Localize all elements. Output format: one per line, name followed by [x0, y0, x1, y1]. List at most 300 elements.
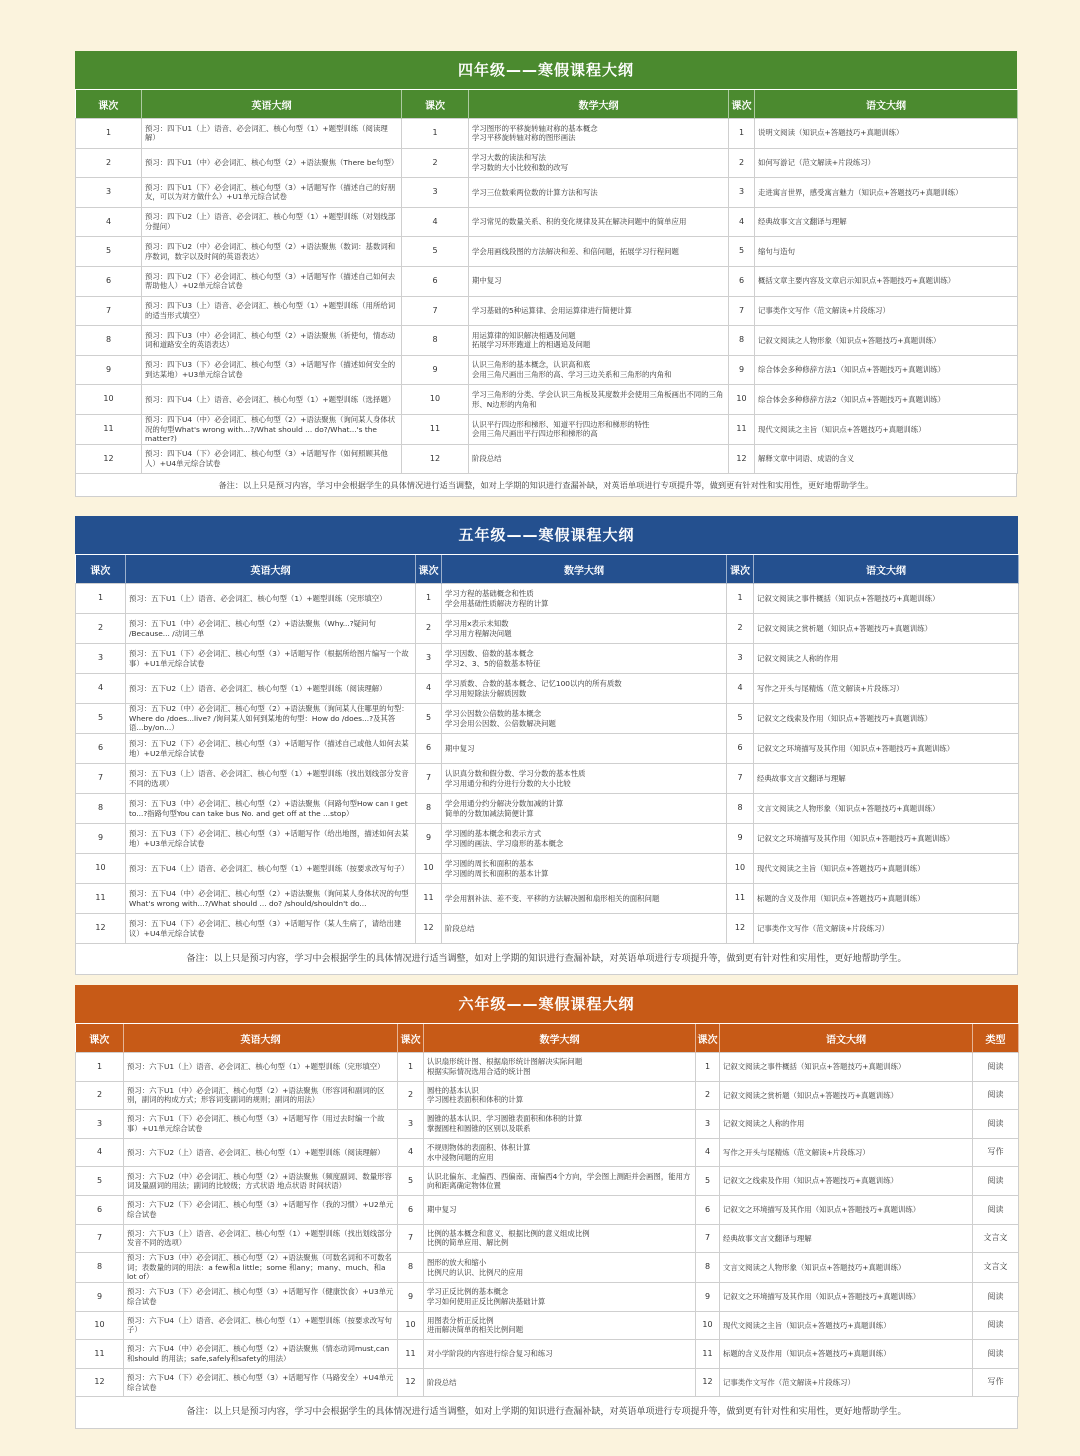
math-outline-cell: [442, 794, 727, 824]
chinese-outline-cell: [755, 296, 1018, 326]
lesson-number-cell: [727, 884, 754, 914]
math-outline: 学习圆的基本概念和表示方式 学习圆的画法、学习扇形的基本概念: [445, 828, 564, 848]
lesson-number-cell: [729, 148, 755, 178]
lesson-number: 12: [103, 453, 114, 463]
lesson-number-cell: [76, 1368, 124, 1397]
lesson-type: 阅读: [987, 1090, 1004, 1100]
lesson-number: 12: [734, 923, 746, 933]
math-outline-cell: [469, 148, 729, 178]
table-row: [76, 326, 1018, 356]
table-row: [76, 296, 1018, 326]
lesson-number-cell: [76, 326, 142, 356]
lesson-number: 6: [737, 743, 743, 753]
lesson-number-cell: [76, 704, 126, 734]
lesson-number-cell: [402, 296, 469, 326]
lesson-number: 4: [704, 1147, 711, 1157]
english-outline: 预习：四下U1（上）语音、必会词汇、核心句型（1）+题型训练（阅读理解）: [145, 123, 388, 143]
math-outline-cell: [424, 1283, 696, 1312]
math-outline: 学习三位数乘两位数的计算方法和写法: [472, 187, 598, 197]
col-header: 语文大纲: [755, 90, 1018, 119]
lesson-number-cell: [696, 1053, 720, 1082]
lesson-number: 3: [407, 1118, 414, 1128]
chinese-outline: 标题的含义及作用（知识点+答题技巧+真题训练）: [723, 1349, 891, 1359]
lesson-number-cell: [76, 914, 126, 944]
math-outline-cell: [424, 1340, 696, 1369]
english-outline-cell: [126, 614, 416, 644]
grade5-section: [75, 516, 1018, 975]
math-outline-cell: [469, 355, 729, 385]
table-row: [76, 119, 1018, 149]
grade5-header-row: [76, 555, 1019, 584]
english-outline-cell: [142, 355, 402, 385]
english-outline: 预习：六下U1（下）必会词汇、核心句型（3）+话题写作（用过去时编一个故事）+U1单元综合试卷: [127, 1114, 385, 1133]
math-outline: 认识真分数和假分数、学习分数的基本性质 学习用通分和约分进行分数的大小比较: [445, 768, 586, 788]
lesson-number-cell: [727, 734, 754, 764]
lesson-number-cell: [76, 734, 126, 764]
chinese-outline: 说明文阅读（知识点+答题技巧+真题训练）: [758, 128, 904, 138]
math-outline-cell: [424, 1195, 696, 1224]
table-row: [76, 1195, 1019, 1224]
lesson-number-cell: [76, 764, 126, 794]
english-outline-cell: [126, 764, 416, 794]
math-outline-cell: [424, 1224, 696, 1253]
english-outline: 预习：五下U4（上）语音、必会词汇、核心句型（1）+题型训练（按要求改写句子）: [129, 863, 409, 873]
lesson-number: 8: [105, 335, 112, 345]
chinese-outline-cell: [755, 444, 1018, 474]
english-outline-cell: [142, 385, 402, 415]
lesson-number: 3: [432, 187, 438, 197]
english-outline: 预习：六下U1（上）语音、必会词汇、核心句型（1）+题型训练（完形填空）: [127, 1061, 385, 1071]
math-outline: 学习因数、倍数的基本概念 学习2、3、5的倍数基本特征: [445, 648, 541, 668]
col-header: 数学大纲: [469, 90, 729, 119]
chinese-outline-cell: [720, 1110, 973, 1139]
lesson-number-cell: [727, 854, 754, 884]
chinese-outline: 记叙文之环境描写及其作用（知识点+答题技巧+真题训练）: [723, 1292, 921, 1302]
grade5-table: [75, 554, 1019, 944]
chinese-outline: 文言文阅读之人物形象（知识点+答题技巧+真题训练）: [723, 1262, 906, 1272]
math-outline-cell: [442, 824, 727, 854]
lesson-number: 12: [429, 453, 441, 463]
lesson-number: 1: [704, 1061, 711, 1071]
lesson-type-cell: [973, 1167, 1019, 1196]
lesson-number: 5: [704, 1175, 711, 1185]
math-outline: 学会用割补法、差不变、平移的方法解决圆和扇形相关的面积问题: [445, 893, 660, 903]
chinese-outline-cell: [720, 1253, 973, 1283]
lesson-number: 4: [737, 683, 743, 693]
math-outline-cell: [442, 704, 727, 734]
english-outline-cell: [142, 148, 402, 178]
lesson-number: 12: [702, 1377, 713, 1387]
math-outline-cell: [469, 178, 729, 208]
table-row: [76, 1081, 1019, 1110]
lesson-number-cell: [696, 1311, 720, 1340]
lesson-number: 8: [432, 335, 438, 345]
col-header: 课次: [76, 1024, 124, 1053]
lesson-number-cell: [416, 854, 442, 884]
lesson-number-cell: [416, 764, 442, 794]
english-outline-cell: [142, 266, 402, 296]
col-header: 课次: [696, 1024, 720, 1053]
chinese-outline-cell: [720, 1311, 973, 1340]
grade4-note: 备注：以上只是预习内容，学习中会根据学生的具体情况进行适当调整，如对上学期的知识进行查漏补缺，对英语单项进行专项提升等，做到更有针对性和实用性，更好地帮助学生。: [75, 474, 1017, 497]
lesson-number-cell: [76, 444, 142, 474]
lesson-number: 5: [737, 713, 743, 723]
chinese-outline-cell: [720, 1081, 973, 1110]
english-outline: 预习：五下U3（上）语音、必会词汇、核心句型（1）+题型训练（找出划线部分发音不同的选项）: [129, 768, 409, 788]
math-outline: 认识北偏东、北偏西、西偏南、南偏西4个方向，学会图上测距并会画图，能用方向和距离确定物体位置: [427, 1171, 691, 1191]
chinese-outline-cell: [720, 1340, 973, 1369]
math-outline: 阶段总结: [427, 1377, 457, 1387]
col-header: 课次: [402, 90, 469, 119]
english-outline-cell: [124, 1167, 398, 1196]
lesson-number: 8: [425, 803, 432, 813]
lesson-number: 4: [97, 683, 104, 693]
lesson-number-cell: [416, 794, 442, 824]
lesson-number-cell: [76, 584, 126, 614]
lesson-type: 阅读: [987, 1061, 1004, 1071]
english-outline: 预习：四下U3（下）必会词汇、核心句型（3）+话题写作（描述如何安全的到达某地）+U3单元综合试卷: [145, 360, 396, 380]
math-outline-cell: [469, 414, 729, 444]
lesson-number-cell: [76, 178, 142, 208]
lesson-number-cell: [729, 266, 755, 296]
math-outline: 学习方程的基础概念和性质 学会用基础性质解决方程的计算: [445, 588, 549, 608]
lesson-number-cell: [402, 237, 469, 267]
lesson-number-cell: [729, 326, 755, 356]
english-outline: 预习：四下U2（上）语音、必会词汇、核心句型（1）+题型训练（对划线部分提问）: [145, 212, 396, 232]
grade6-note: 备注：以上只是预习内容，学习中会根据学生的具体情况进行适当调整，如对上学期的知识进行查漏补缺，对英语单项进行专项提升等，做到更有针对性和实用性，更好地帮助学生。: [75, 1397, 1018, 1429]
lesson-number: 11: [429, 424, 441, 434]
col-header: 英语大纲: [124, 1024, 398, 1053]
lesson-number: 12: [423, 923, 434, 933]
lesson-number: 12: [736, 453, 747, 463]
lesson-number: 9: [425, 833, 432, 843]
lesson-number: 10: [429, 394, 441, 404]
lesson-number: 12: [95, 923, 106, 933]
table-row: [76, 584, 1019, 614]
math-outline-cell: [442, 584, 727, 614]
english-outline: 预习：四下U2（中）必会词汇、核心句型（2）+语法聚焦（数词：基数词和序数词，数字以及时间的英语表达）: [145, 242, 396, 261]
lesson-number-cell: [76, 674, 126, 704]
lesson-number: 6: [738, 276, 745, 286]
table-row: [76, 207, 1018, 237]
lesson-number-cell: [398, 1138, 424, 1167]
lesson-number: 11: [103, 424, 114, 434]
table-row: [76, 1053, 1019, 1082]
lesson-number-cell: [76, 237, 142, 267]
english-outline: 预习：六下U3（上）语音、必会词汇、核心句型（1）+题型训练（找出划线部分发音不同的选项）: [127, 1228, 392, 1248]
lesson-number-cell: [416, 644, 442, 674]
chinese-outline: 经典故事文言文翻译与理解: [758, 217, 847, 227]
math-outline-cell: [469, 385, 729, 415]
math-outline: 圆柱的基本认识 学习圆柱表面积和体积的计算: [427, 1085, 524, 1105]
table-row: [76, 266, 1018, 296]
lesson-number: 1: [432, 128, 438, 138]
math-outline-cell: [469, 326, 729, 356]
table-row: [76, 1138, 1019, 1167]
lesson-number-cell: [729, 355, 755, 385]
english-outline: 预习：四下U4（下）必会词汇、核心句型（3）+话题写作（如何照顾其他人）+U4单元综合试卷: [145, 449, 388, 469]
chinese-outline: 如何写游记（范文解读+片段练习）: [758, 158, 876, 168]
math-outline: 学会用通分约分解决分数加减的计算 简单的分数加减法简便计算: [445, 798, 564, 818]
lesson-number: 3: [738, 187, 745, 197]
lesson-number-cell: [729, 385, 755, 415]
table-row: [76, 385, 1018, 415]
math-outline-cell: [469, 207, 729, 237]
english-outline-cell: [124, 1340, 398, 1369]
chinese-outline-cell: [755, 385, 1018, 415]
chinese-outline-cell: [720, 1283, 973, 1312]
lesson-number-cell: [416, 584, 442, 614]
lesson-number: 10: [103, 394, 114, 404]
math-outline: 不规则物体的表面积、体积计算 水中浸物问题的应用: [427, 1142, 531, 1162]
english-outline-cell: [142, 237, 402, 267]
chinese-outline-cell: [754, 764, 1019, 794]
grade6-title: 六年级——寒假课程大纲: [75, 985, 1018, 1023]
lesson-number: 5: [738, 246, 745, 256]
lesson-number-cell: [398, 1283, 424, 1312]
lesson-number-cell: [76, 414, 142, 444]
lesson-number: 9: [105, 364, 112, 374]
lesson-number: 9: [704, 1291, 711, 1301]
chinese-outline: 记叙文之环境描写及其作用（知识点+答题技巧+真题训练）: [723, 1204, 921, 1214]
math-outline-cell: [469, 237, 729, 267]
lesson-number: 7: [407, 1233, 414, 1243]
lesson-number-cell: [76, 1224, 124, 1253]
grade5-title: 五年级——寒假课程大纲: [75, 516, 1018, 554]
english-outline-cell: [126, 734, 416, 764]
lesson-type: 文言文: [983, 1233, 1008, 1243]
english-outline: 预习：四下U1（下）必会词汇、核心句型（3）+话题写作（描述自己的好朋友，可以为对方做什么）+U1单元综合试卷: [145, 182, 396, 202]
math-outline: 阶段总结: [472, 454, 502, 464]
col-header: 课次: [398, 1024, 424, 1053]
lesson-number: 2: [432, 157, 438, 167]
lesson-number: 10: [94, 1320, 105, 1330]
lesson-number-cell: [727, 764, 754, 794]
lesson-number-cell: [727, 614, 754, 644]
math-outline-cell: [424, 1138, 696, 1167]
english-outline: 预习：五下U2（上）语音、必会词汇、核心句型（1）+题型训练（阅读理解）: [129, 683, 387, 693]
grade4-body: [76, 119, 1018, 474]
chinese-outline-cell: [720, 1368, 973, 1397]
chinese-outline: 写作之开头与尾精炼（范文解读+片段练习）: [723, 1147, 870, 1157]
lesson-number-cell: [76, 266, 142, 296]
lesson-number: 10: [95, 863, 106, 873]
lesson-number-cell: [76, 854, 126, 884]
lesson-number: 11: [94, 1348, 105, 1358]
lesson-number: 8: [96, 1262, 103, 1272]
lesson-number: 7: [96, 1233, 103, 1243]
math-outline: 圆锥的基本认识、学习圆锥表面积和体积的计算 掌握圆柱和圆锥的区别以及联系: [427, 1114, 583, 1133]
table-row: [76, 764, 1019, 794]
lesson-number: 4: [96, 1147, 103, 1157]
chinese-outline-cell: [720, 1224, 973, 1253]
english-outline-cell: [126, 704, 416, 734]
lesson-number: 2: [407, 1090, 414, 1100]
col-header: 类型: [973, 1024, 1019, 1053]
english-outline-cell: [124, 1195, 398, 1224]
lesson-number: 11: [736, 424, 747, 434]
col-header: 英语大纲: [126, 555, 416, 584]
math-outline: 学习质数、合数的基本概念、记忆100以内的所有质数 学习用短除法分解质因数: [445, 678, 622, 698]
chinese-outline: 记叙文之环境描写及其作用（知识点+答题技巧+真题训练）: [757, 833, 955, 843]
chinese-outline-cell: [755, 207, 1018, 237]
table-row: [76, 414, 1018, 444]
english-outline-cell: [124, 1081, 398, 1110]
table-row: [76, 178, 1018, 208]
table-row: [76, 444, 1018, 474]
lesson-number-cell: [727, 674, 754, 704]
math-outline: 认识平行四边形和梯形、知道平行四边形和梯形的特性 会用三角尺画出平行四边形和梯形的高: [472, 419, 650, 439]
math-outline-cell: [442, 614, 727, 644]
english-outline: 预习：六下U3（中）必会词汇、核心句型（2）+语法聚焦（可数名词和不可数名词；表数量的词的用法：a few和a little；some 和any；many、much、和a lot of）: [127, 1253, 392, 1282]
lesson-number: 11: [734, 893, 746, 903]
lesson-number-cell: [402, 444, 469, 474]
math-outline-cell: [469, 119, 729, 149]
math-outline: 对小学阶段的内容进行综合复习和练习: [427, 1349, 553, 1359]
math-outline: 用运算律的知识解决相遇及问题 拓展学习环形跑道上的相遇追及问题: [472, 330, 591, 350]
lesson-number: 8: [97, 803, 104, 813]
lesson-number-cell: [696, 1368, 720, 1397]
lesson-number-cell: [76, 1253, 124, 1283]
chinese-outline-cell: [755, 266, 1018, 296]
table-row: [76, 148, 1018, 178]
lesson-number: 12: [405, 1377, 416, 1387]
chinese-outline-cell: [754, 824, 1019, 854]
math-outline: 学习公因数公倍数的基本概念 学习会用公因数、公倍数解决问题: [445, 708, 556, 728]
english-outline-cell: [126, 584, 416, 614]
math-outline-cell: [469, 296, 729, 326]
chinese-outline-cell: [755, 178, 1018, 208]
table-row: [76, 644, 1019, 674]
lesson-number-cell: [402, 355, 469, 385]
lesson-number: 10: [734, 863, 746, 873]
english-outline-cell: [142, 414, 402, 444]
math-outline: 期中复习: [472, 276, 502, 286]
lesson-type: 阅读: [987, 1118, 1004, 1128]
chinese-outline-cell: [754, 884, 1019, 914]
lesson-type-cell: [973, 1340, 1019, 1369]
grade6-table: [75, 1023, 1019, 1397]
chinese-outline: 缩句与造句: [758, 246, 795, 256]
chinese-outline-cell: [720, 1167, 973, 1196]
lesson-type: 阅读: [987, 1204, 1004, 1214]
col-header: 语文大纲: [754, 555, 1019, 584]
lesson-type: 阅读: [987, 1291, 1004, 1301]
english-outline-cell: [126, 914, 416, 944]
english-outline: 预习：五下U4（下）必会词汇、核心句型（3）+话题写作（某人生病了，请给出建议）+U4单元综合试卷: [129, 918, 402, 938]
lesson-number: 6: [105, 276, 112, 286]
math-outline: 学会用画线段图的方法解决和差、和倍问题，拓展学习行程问题: [472, 246, 679, 256]
lesson-number-cell: [729, 237, 755, 267]
lesson-number-cell: [402, 207, 469, 237]
lesson-number-cell: [76, 1340, 124, 1369]
lesson-number: 6: [432, 276, 438, 286]
english-outline: 预习：六下U1（中）必会词汇、核心句型（2）+语法聚焦（形容词和副词的区别，副词的构成方式；形容词变副词的规则；副词的用法）: [127, 1085, 385, 1105]
english-outline: 预习：六下U4（上）语音、必会词汇、核心句型（1）+题型训练（按要求改写句子）: [127, 1315, 392, 1335]
english-outline-cell: [126, 674, 416, 704]
lesson-number-cell: [76, 1283, 124, 1312]
lesson-number: 5: [407, 1175, 414, 1185]
col-header: 课次: [416, 555, 442, 584]
lesson-number: 11: [95, 893, 106, 903]
math-outline-cell: [442, 854, 727, 884]
chinese-outline: 走进寓言世界，感受寓言魅力（知识点+答题技巧+真题训练）: [758, 187, 963, 197]
english-outline: 预习：六下U2（中）必会词汇、核心句型（2）+语法聚焦（频度副词、数量形容词及量副词的用法；副词的比较级；方式状语 地点状语 时间状语）: [127, 1171, 392, 1191]
english-outline: 预习：五下U2（中）必会词汇、核心句型（2）+语法聚焦（询问某人住哪里的句型：Where do /does...live? /询问某人如何到某地的句型：How do /does...?及其答语...by/on...）: [129, 704, 409, 733]
lesson-number: 3: [97, 653, 104, 663]
chinese-outline: 概括文章主要内容及文章启示知识点+答题技巧+真题训练）: [758, 276, 956, 286]
lesson-type-cell: [973, 1138, 1019, 1167]
table-row: [76, 355, 1018, 385]
math-outline-cell: [424, 1368, 696, 1397]
english-outline: 预习：四下U1（中）必会词汇、核心句型（2）+语法聚焦（There be句型）: [145, 158, 398, 168]
english-outline: 预习：五下U1（下）必会词汇、核心句型（3）+话题写作（根据所给图片编写一个故事）+U1单元综合试卷: [129, 648, 409, 668]
grade6-header-row: [76, 1024, 1019, 1053]
math-outline-cell: [424, 1253, 696, 1283]
lesson-number-cell: [727, 644, 754, 674]
chinese-outline-cell: [755, 355, 1018, 385]
english-outline-cell: [126, 884, 416, 914]
chinese-outline: 记叙文阅读之人称的作用: [757, 653, 839, 663]
chinese-outline: 记叙文阅读之事件概括（知识点+答题技巧+真题训练）: [757, 593, 940, 603]
english-outline-cell: [142, 326, 402, 356]
lesson-number: 9: [737, 833, 743, 843]
chinese-outline: 标题的含义及作用（知识点+答题技巧+真题训练）: [757, 893, 925, 903]
lesson-type-cell: [973, 1368, 1019, 1397]
lesson-number-cell: [76, 385, 142, 415]
lesson-number: 7: [738, 305, 745, 315]
lesson-number: 11: [423, 893, 434, 903]
lesson-number: 6: [704, 1204, 711, 1214]
lesson-number: 3: [105, 187, 112, 197]
lesson-number-cell: [398, 1167, 424, 1196]
lesson-number-cell: [76, 824, 126, 854]
lesson-number-cell: [76, 1110, 124, 1139]
lesson-number-cell: [727, 824, 754, 854]
lesson-number: 3: [737, 653, 743, 663]
lesson-number: 1: [407, 1061, 414, 1071]
lesson-number-cell: [76, 1081, 124, 1110]
lesson-number: 4: [738, 216, 745, 226]
math-outline-cell: [424, 1311, 696, 1340]
lesson-number-cell: [76, 148, 142, 178]
english-outline: 预习：六下U4（下）必会词汇、核心句型（3）+话题写作（马路安全）+U4单元综合试卷: [127, 1372, 394, 1392]
math-outline-cell: [442, 644, 727, 674]
chinese-outline-cell: [754, 704, 1019, 734]
chinese-outline-cell: [720, 1053, 973, 1082]
table-row: [76, 1368, 1019, 1397]
lesson-number-cell: [76, 296, 142, 326]
english-outline-cell: [126, 794, 416, 824]
lesson-number-cell: [416, 914, 442, 944]
english-outline-cell: [142, 296, 402, 326]
lesson-number: 6: [407, 1204, 414, 1214]
table-row: [76, 1311, 1019, 1340]
lesson-number-cell: [416, 734, 442, 764]
math-outline: 学习三角形的分类、学会认识三角板及其度数并会使用三角板画出不同的三角形、N边形的内角和: [472, 390, 724, 409]
col-header: 数学大纲: [442, 555, 727, 584]
chinese-outline: 记叙文之线索及作用（知识点+答题技巧+真题训练）: [757, 713, 932, 723]
lesson-number-cell: [76, 884, 126, 914]
lesson-number: 1: [737, 593, 743, 603]
lesson-number-cell: [696, 1195, 720, 1224]
english-outline-cell: [142, 119, 402, 149]
lesson-number: 3: [96, 1118, 103, 1128]
lesson-number: 1: [425, 593, 432, 603]
chinese-outline: 经典故事文言文翻译与理解: [723, 1233, 812, 1243]
math-outline-cell: [442, 734, 727, 764]
english-outline: 预习：六下U2（下）必会词汇、核心句型（3）+话题写作（我的习惯）+U2单元综合试卷: [127, 1200, 394, 1219]
